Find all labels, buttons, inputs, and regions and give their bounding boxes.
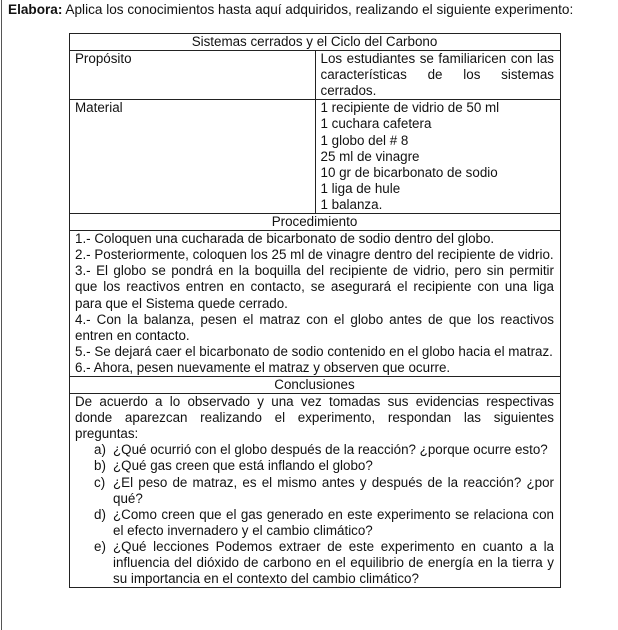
proposito-label: Propósito xyxy=(70,51,316,100)
heading-label: Elabora: xyxy=(8,2,63,17)
question-text: ¿Qué ocurrió con el globo después de la reacción? ¿porque ocurre esto? xyxy=(113,442,548,458)
step-item: 2.- Posteriormente, coloquen los 25 ml de vinagre dentro del recipiente de vidrio. xyxy=(75,247,554,263)
question-item xyxy=(75,442,554,458)
step-item: 3.- El globo se pondrá en la boquilla del recipiente de vidrio, pero sin permitir que los reactivos entren en contacto, se asegurará el recipiente con una liga para que el Sistema quede cerrado. xyxy=(75,263,554,311)
material-item: 10 gr de bicarbonato de sodio xyxy=(320,164,498,180)
instruction-heading xyxy=(8,2,573,17)
heading-text: Aplica los conocimientos hasta aquí adquiridos, realizando el siguiente experimento: xyxy=(62,2,574,17)
conclusiones-title: Conclusiones xyxy=(70,376,561,393)
question-text: ¿Qué lecciones Podemos extraer de este experimento en cuanto a la influencia del dióxido de carbono en el equilibrio de energía en la tierra y su importancia en el contexto del cambio climático? xyxy=(113,538,554,587)
procedimiento-steps xyxy=(70,231,561,377)
question-list xyxy=(75,442,554,587)
step-item: 4.- Con la balanza, pesen el matraz con el globo antes de que los reactivos entren en contacto. xyxy=(75,311,554,343)
material-item: 1 recipiente de vidrio de 50 ml xyxy=(320,100,500,116)
material-label: Material xyxy=(70,100,316,214)
conclusiones-body xyxy=(70,394,561,588)
proposito-text: Los estudiantes se familiaricen con las características de los sistemas cerrados. xyxy=(315,51,561,100)
question-text: ¿Qué gas creen que está inflando el globo? xyxy=(113,458,373,474)
material-item: 1 balanza. xyxy=(320,196,383,212)
material-item: 1 cuchara cafetera xyxy=(320,116,432,132)
question-item xyxy=(75,458,554,474)
question-marker: e) xyxy=(94,538,106,554)
question-marker: a) xyxy=(94,442,106,458)
step-item: 6.- Ahora, pesen nuevamente el matraz y observen que ocurre. xyxy=(75,359,451,375)
page-left-border xyxy=(1,0,2,630)
experiment-table xyxy=(69,33,561,588)
question-text: ¿El peso de matraz, es el mismo antes y después de la reacción? ¿por qué? xyxy=(113,474,554,506)
question-item xyxy=(75,475,554,507)
step-item: 5.- Se dejará caer el bicarbonato de sodio contenido en el globo hacia el matraz. xyxy=(75,343,553,359)
step-item: 1.- Coloquen una cucharada de bicarbonato de sodio dentro del globo. xyxy=(75,231,495,247)
conclusiones-intro: De acuerdo a lo observado y una vez tomadas sus evidencias respectivas donde aparezcan realizando el experimento, respondan las siguientes preguntas: xyxy=(75,394,554,442)
question-item xyxy=(75,507,554,539)
material-item: 25 ml de vinagre xyxy=(320,148,420,164)
question-item xyxy=(75,539,554,587)
question-marker: b) xyxy=(94,458,106,474)
material-item: 1 globo del # 8 xyxy=(320,132,409,148)
material-list xyxy=(315,100,561,214)
procedimiento-title: Procedimiento xyxy=(70,214,561,231)
table-title: Sistemas cerrados y el Ciclo del Carbono xyxy=(70,34,561,51)
question-marker: d) xyxy=(94,506,106,522)
question-marker: c) xyxy=(94,474,106,490)
question-text: ¿Como creen que el gas generado en este experimento se relaciona con el efecto invernadero y el cambio climático? xyxy=(113,506,554,538)
material-item: 1 liga de hule xyxy=(320,180,401,196)
